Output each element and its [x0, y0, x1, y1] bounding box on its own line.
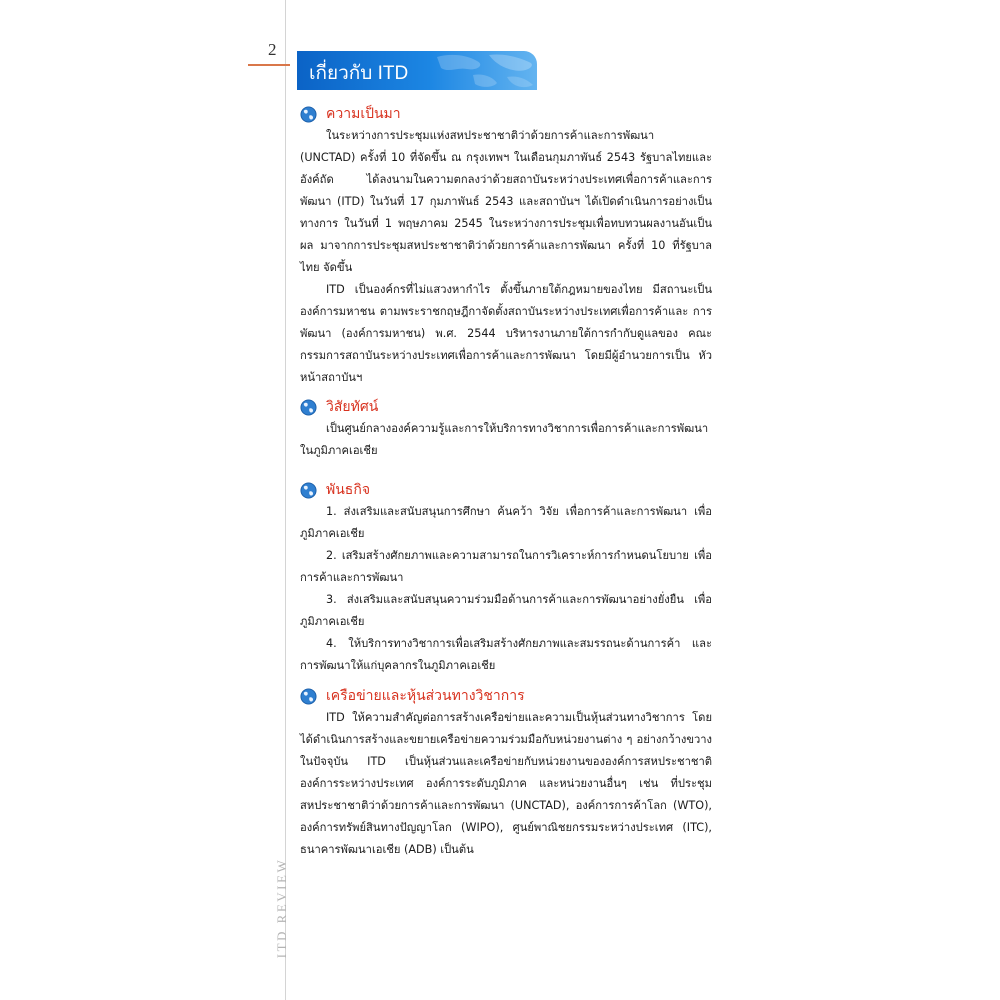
- section-background: [300, 103, 712, 389]
- margin-rule: [285, 0, 286, 1000]
- page-title: เกี่ยวกับ ITD: [309, 63, 409, 84]
- paragraph: ITD ให้ความสำคัญต่อการสร้างเครือข่ายและความเป็นหุ้นส่วนทางวิชาการ โดยได้ดำเนินการสร้างและขยายเครือข่ายความร่วมมือกับหน่วยงานต่าง ๆ อย่างกว้างขวาง ในปัจจุบัน ITD เป็นหุ้นส่วนและเครือข่ายกับหน่วยงานขององค์การสหประชาชาติ องค์การระหว่างประเทศ องค์การระดับภูมิภาค และหน่วยงานอื่นๆ เช่น ที่ประชุม สหประชาชาติว่าด้วยการค้าและการพัฒนา (UNCTAD), องค์การการค้าโลก (WTO), องค์การทรัพย์สินทางปัญญาโลก (WIPO), ศูนย์พาณิชยกรรมระหว่างประเทศ (ITC), ธนาคารพัฒนาเอเชีย (ADB) เป็นต้น: [300, 711, 712, 856]
- section-heading: [300, 685, 712, 707]
- section-mission: [300, 479, 712, 677]
- publication-label: ITD REVIEW: [274, 857, 289, 959]
- section-title: วิสัยทัศน์: [326, 399, 379, 415]
- paragraph: ในระหว่างการประชุมแห่งสหประชาชาติว่าด้วยการค้าและการพัฒนา (UNCTAD) ครั้งที่ 10 ที่จัดขึ้น ณ กรุงเทพฯ ในเดือนกุมภาพันธ์ 2543 รัฐบาลไทยและอังค์ถัด ได้ลงนามในความตกลงว่าด้วยสถาบันระหว่างประเทศเพื่อการค้าและการพัฒนา (ITD) ในวันที่ 17 กุมภาพันธ์ 2543 และสถาบันฯ ได้เปิดดำเนินการอย่างเป็นทางการ ในวันที่ 1 พฤษภาคม 2545 ในระหว่างการประชุมเพื่อทบทวนผลงานอันเป็นผล มาจากการประชุมสหประชาชาติว่าด้วยการค้าและการพัฒนา ครั้งที่ 10 ที่รัฐบาลไทย จัดขึ้น: [300, 129, 712, 274]
- globe-icon: [300, 482, 317, 499]
- globe-icon: [300, 399, 317, 416]
- globe-icon: [300, 688, 317, 705]
- globe-icon: [300, 106, 317, 123]
- page-number: 2: [268, 40, 277, 59]
- section-heading: [300, 103, 712, 125]
- paragraph: เป็นศูนย์กลางองค์ความรู้และการให้บริการทางวิชาการเพื่อการค้าและการพัฒนา ในภูมิภาคเอเชีย: [300, 422, 709, 457]
- mission-item: 2. เสริมสร้างศักยภาพและความสามารถในการวิเคราะห์การกำหนดนโยบาย เพื่อการค้าและการพัฒนา: [300, 549, 712, 584]
- section-title: ความเป็นมา: [326, 106, 401, 122]
- section-title: พันธกิจ: [326, 482, 371, 498]
- mission-item: 1. ส่งเสริมและสนับสนุนการศึกษา ค้นคว้า วิจัย เพื่อการค้าและการพัฒนา เพื่อภูมิภาคเอเชีย: [300, 505, 712, 540]
- section-vision: [300, 396, 712, 462]
- paragraph: ITD เป็นองค์กรที่ไม่แสวงหากำไร ตั้งขึ้นภายใต้กฎหมายของไทย มีสถานะเป็น องค์การมหาชน ตามพระราชกฤษฎีกาจัดตั้งสถาบันระหว่างประเทศเพื่อการค้าและ การพัฒนา (องค์การมหาชน) พ.ศ. 2544 บริหารงานภายใต้การกำกับดูแลของ คณะกรรมการสถาบันระหว่างประเทศเพื่อการค้าและการพัฒนา โดยมีผู้อำนวยการเป็น หัวหน้าสถาบันฯ: [300, 283, 712, 384]
- world-map-decoration: [407, 51, 537, 90]
- mission-item: 3. ส่งเสริมและสนับสนุนความร่วมมือด้านการค้าและการพัฒนาอย่างยั่งยืน เพื่อภูมิภาคเอเชีย: [300, 593, 712, 628]
- section-network: [300, 685, 712, 861]
- title-banner: [297, 51, 537, 90]
- mission-item: 4. ให้บริการทางวิชาการเพื่อเสริมสร้างศักยภาพและสมรรถนะด้านการค้า และการพัฒนาให้แก่บุคลากรในภูมิภาคเอเชีย: [300, 637, 712, 672]
- section-heading: [300, 479, 712, 501]
- page-number-rule: [248, 64, 290, 66]
- section-heading: [300, 396, 712, 418]
- section-title: เครือข่ายและหุ้นส่วนทางวิชาการ: [326, 688, 525, 704]
